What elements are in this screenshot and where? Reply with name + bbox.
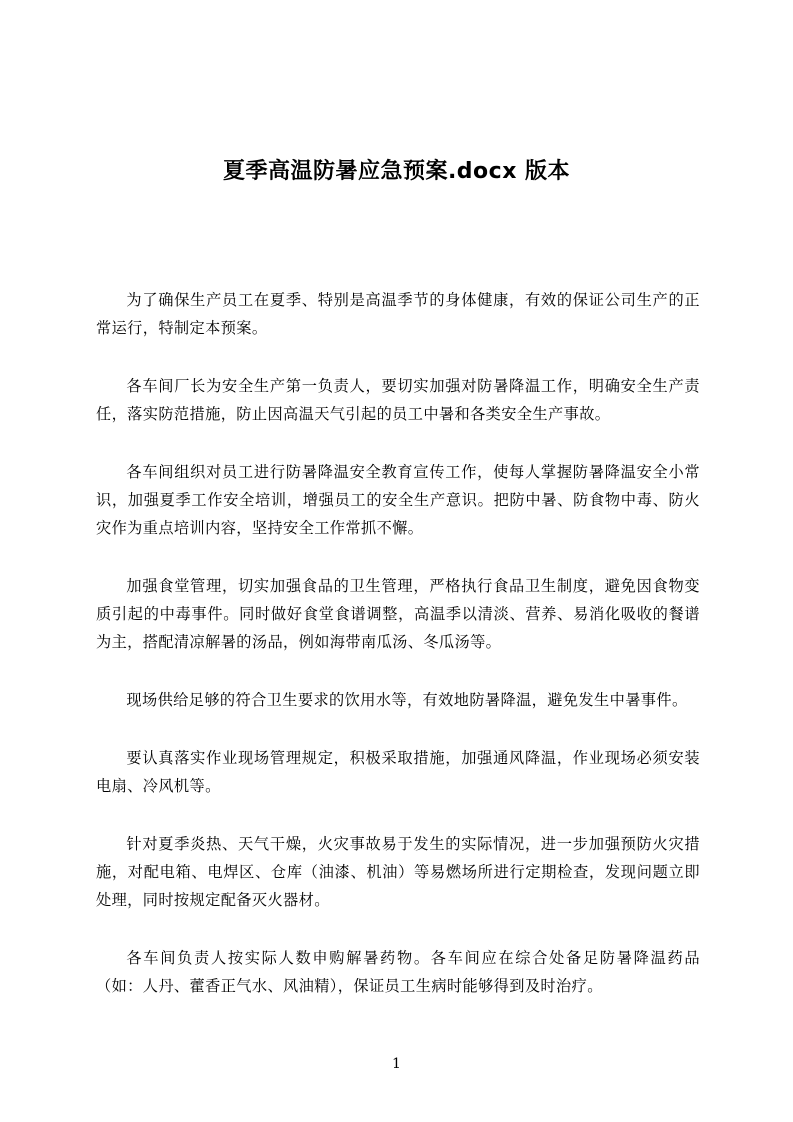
document-body — [96, 286, 700, 1030]
paragraph-purpose: 为了确保生产员工在夏季、特别是高温季节的身体健康，有效的保证公司生产的正常运行，特制定本预案。 — [96, 291, 700, 337]
paragraph-responsibility: 各车间厂长为安全生产第一负责人，要切实加强对防暑降温工作，明确安全生产责任，落实防范措施，防止因高温天气引起的员工中暑和各类安全生产事故。 — [96, 377, 700, 423]
paragraph-fire-prevention: 针对夏季炎热、天气干燥，火灾事故易于发生的实际情况，进一步加强预防火灾措施，对配电箱、电焊区、仓库（油漆、机油）等易燃场所进行定期检查，发现问题立即处理，同时按规定配备灭火器材。 — [96, 835, 700, 909]
paragraph-canteen: 加强食堂管理，切实加强食品的卫生管理，严格执行食品卫生制度，避免因食物变质引起的中毒事件。同时做好食堂食谱调整，高温季以清淡、营养、易消化吸收的餐谱为主，搭配清凉解暑的汤品，例如海带南瓜汤、冬瓜汤等。 — [96, 577, 700, 651]
paragraph-drinking-water: 现场供给足够的符合卫生要求的饮用水等，有效地防暑降温，避免发生中暑事件。 — [126, 691, 688, 709]
document-title: 夏季高温防暑应急预案.docx 版本 — [222, 158, 571, 184]
page-number: 1 — [392, 1056, 401, 1072]
paragraph-training: 各车间组织对员工进行防暑降温安全教育宣传工作，使每人掌握防暑降温安全小常识，加强夏季工作安全培训，增强员工的安全生产意识。把防中暑、防食物中毒、防火灾作为重点培训内容，坚持安全工作常抓不懈。 — [96, 463, 700, 537]
paragraph-ventilation: 要认真落实作业现场管理规定，积极采取措施，加强通风降温，作业现场必须安装电扇、冷风机等。 — [96, 749, 700, 795]
paragraph-medicine: 各车间负责人按实际人数申购解暑药物。各车间应在综合处备足防暑降温药品（如：人丹、藿香正气水、风油精），保证员工生病时能够得到及时治疗。 — [96, 949, 700, 995]
